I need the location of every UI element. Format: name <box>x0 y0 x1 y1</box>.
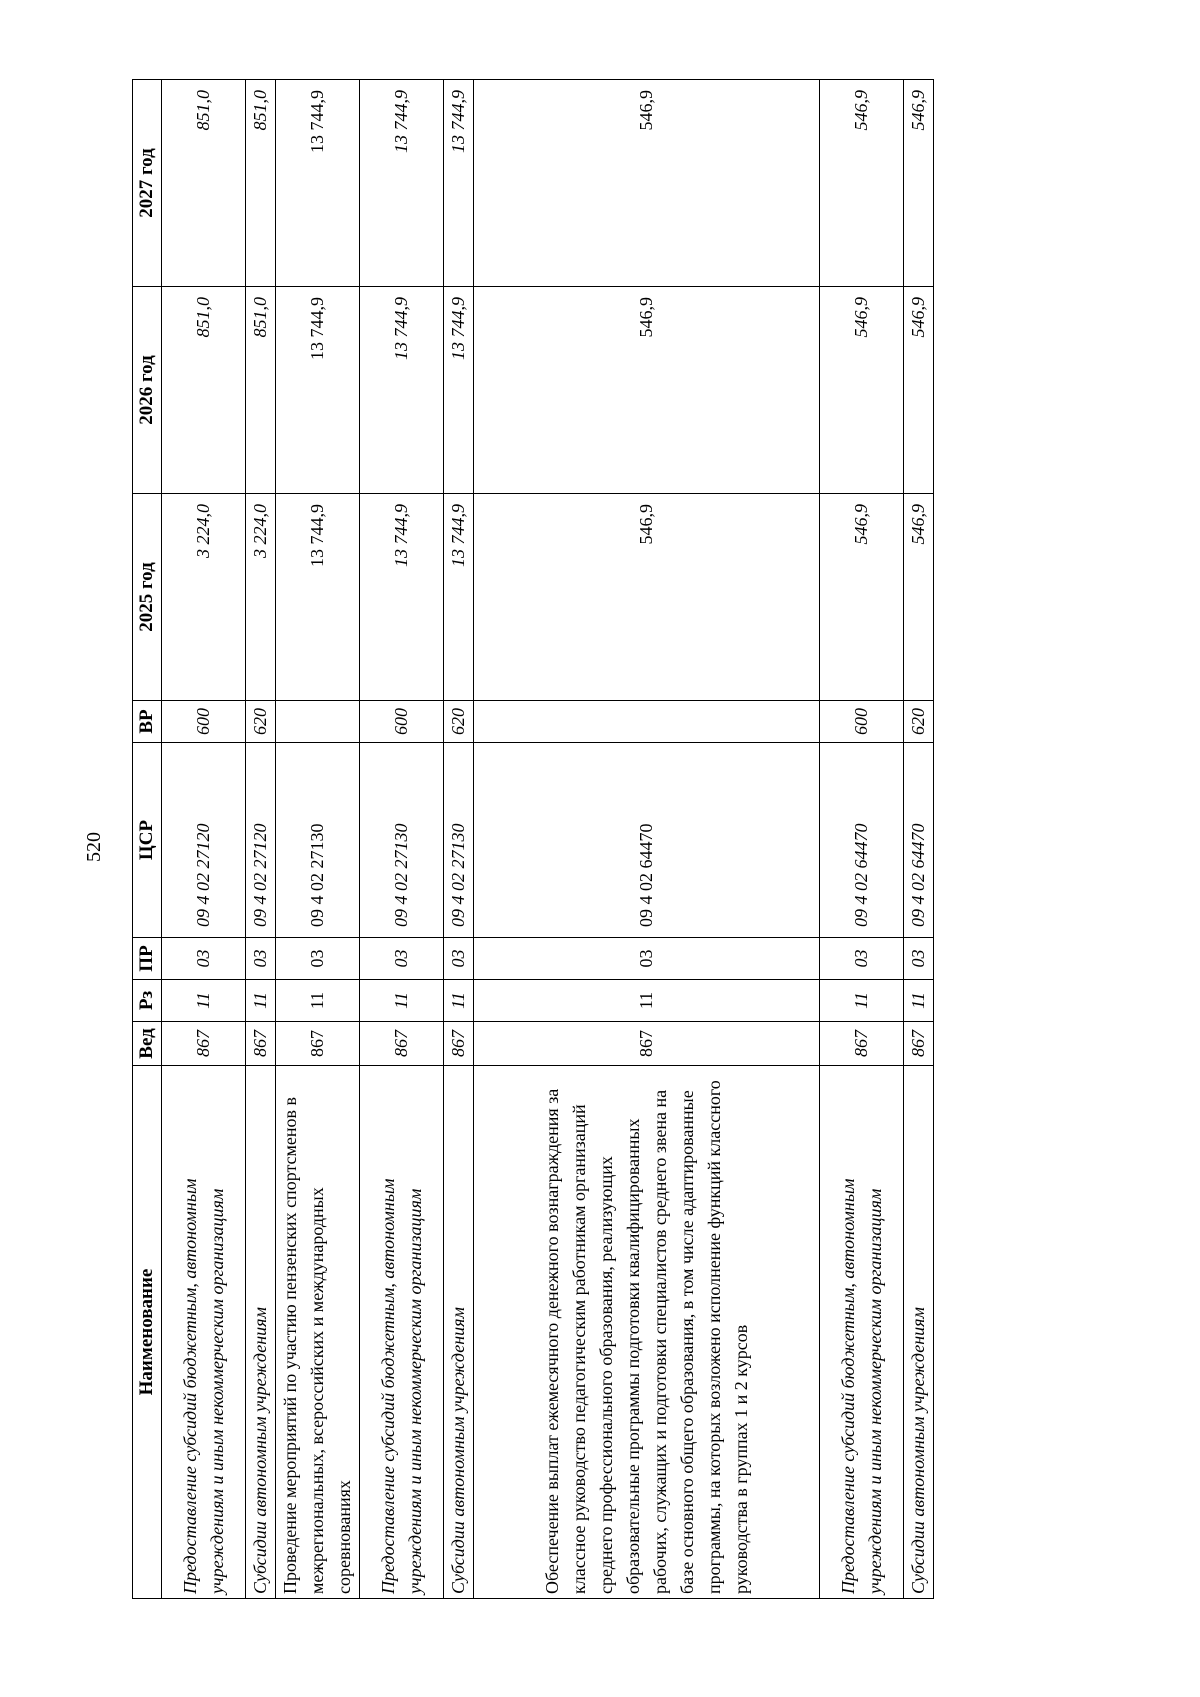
table-row <box>360 80 444 1599</box>
cell-name: Субсидии автономным учреждениям <box>246 1066 276 1599</box>
cell-pr: 03 <box>474 938 820 980</box>
cell-rz: 11 <box>820 980 904 1022</box>
cell-ved: 867 <box>162 1022 246 1066</box>
cell-vr: 600 <box>820 701 904 743</box>
cell-rz: 11 <box>276 980 360 1022</box>
cell-csr: 09 4 02 27120 <box>246 743 276 938</box>
cell-rz: 11 <box>246 980 276 1022</box>
table-row <box>246 80 276 1599</box>
cell-ved: 867 <box>444 1022 474 1066</box>
cell-csr: 09 4 02 27130 <box>276 743 360 938</box>
cell-rz: 11 <box>904 980 934 1022</box>
cell-pr: 03 <box>162 938 246 980</box>
cell-rz: 11 <box>162 980 246 1022</box>
cell-pr: 03 <box>904 938 934 980</box>
cell-2026: 546,9 <box>904 287 934 494</box>
cell-csr: 09 4 02 27130 <box>444 743 474 938</box>
table-row <box>904 80 934 1599</box>
table-row <box>820 80 904 1599</box>
cell-2027: 546,9 <box>820 80 904 287</box>
cell-ved: 867 <box>360 1022 444 1066</box>
cell-rz: 11 <box>444 980 474 1022</box>
cell-ved: 867 <box>904 1022 934 1066</box>
cell-2026: 13 744,9 <box>360 287 444 494</box>
cell-vr: 620 <box>904 701 934 743</box>
header-rz: Рз <box>133 980 162 1022</box>
cell-name: Обеспечение выплат ежемесячного денежного вознаграждения за классное руководство педагогическим работникам организаций среднего профессионального образования, реализующих образовательные программы подготовки квалифицированных рабочих, служащих и подготовки специалистов среднего звена на базе основного общего образования, в том числе адаптированные программы, на которых возложено исполнение функций классного руководства в группах 1 и 2 курсов <box>474 1066 820 1599</box>
header-name: Наименование <box>133 1066 162 1599</box>
cell-2027: 851,0 <box>246 80 276 287</box>
cell-2026: 13 744,9 <box>276 287 360 494</box>
cell-2025: 13 744,9 <box>276 494 360 701</box>
header-ved: Вед <box>133 1022 162 1066</box>
cell-vr <box>474 701 820 743</box>
cell-ved: 867 <box>246 1022 276 1066</box>
header-2027: 2027 год <box>133 80 162 287</box>
cell-vr <box>276 701 360 743</box>
cell-name: Проведение мероприятий по участию пензенских спортсменов в межрегиональных, всероссийских и международных соревнованиях <box>276 1066 360 1599</box>
header-2026: 2026 год <box>133 287 162 494</box>
cell-rz: 11 <box>474 980 820 1022</box>
cell-2026: 546,9 <box>474 287 820 494</box>
cell-2027: 546,9 <box>474 80 820 287</box>
cell-2026: 13 744,9 <box>444 287 474 494</box>
table-container <box>132 80 928 1599</box>
cell-pr: 03 <box>360 938 444 980</box>
table-body <box>162 80 934 1599</box>
header-row <box>133 80 162 1599</box>
cell-ved: 867 <box>820 1022 904 1066</box>
cell-vr: 620 <box>444 701 474 743</box>
header-pr: ПР <box>133 938 162 980</box>
cell-csr: 09 4 02 64470 <box>904 743 934 938</box>
cell-2025: 3 224,0 <box>162 494 246 701</box>
cell-2025: 13 744,9 <box>444 494 474 701</box>
cell-name: Субсидии автономным учреждениям <box>904 1066 934 1599</box>
cell-rz: 11 <box>360 980 444 1022</box>
cell-2027: 546,9 <box>904 80 934 287</box>
cell-2026: 546,9 <box>820 287 904 494</box>
cell-pr: 03 <box>246 938 276 980</box>
cell-2027: 13 744,9 <box>276 80 360 287</box>
cell-pr: 03 <box>276 938 360 980</box>
cell-csr: 09 4 02 27120 <box>162 743 246 938</box>
cell-ved: 867 <box>276 1022 360 1066</box>
cell-2025: 3 224,0 <box>246 494 276 701</box>
cell-name: Предоставление субсидий бюджетным, автономным учреждениям и иным некоммерческим организациям <box>162 1066 246 1599</box>
cell-2027: 13 744,9 <box>360 80 444 287</box>
cell-pr: 03 <box>820 938 904 980</box>
table-row <box>474 80 820 1599</box>
cell-ved: 867 <box>474 1022 820 1066</box>
budget-table <box>132 79 934 1599</box>
cell-2026: 851,0 <box>246 287 276 494</box>
cell-pr: 03 <box>444 938 474 980</box>
cell-name: Предоставление субсидий бюджетным, автономным учреждениям и иным некоммерческим организациям <box>820 1066 904 1599</box>
cell-vr: 600 <box>360 701 444 743</box>
cell-csr: 09 4 02 27130 <box>360 743 444 938</box>
cell-2025: 546,9 <box>820 494 904 701</box>
cell-2025: 546,9 <box>904 494 934 701</box>
cell-name: Предоставление субсидий бюджетным, автономным учреждениям и иным некоммерческим организациям <box>360 1066 444 1599</box>
cell-2027: 13 744,9 <box>444 80 474 287</box>
cell-2025: 13 744,9 <box>360 494 444 701</box>
header-2025: 2025 год <box>133 494 162 701</box>
header-vr: ВР <box>133 701 162 743</box>
cell-csr: 09 4 02 64470 <box>474 743 820 938</box>
cell-2026: 851,0 <box>162 287 246 494</box>
cell-2025: 546,9 <box>474 494 820 701</box>
cell-2027: 851,0 <box>162 80 246 287</box>
header-csr: ЦСР <box>133 743 162 938</box>
cell-csr: 09 4 02 64470 <box>820 743 904 938</box>
table-row <box>276 80 360 1599</box>
page-number: 520 <box>83 832 105 862</box>
table-row <box>162 80 246 1599</box>
table-row <box>444 80 474 1599</box>
cell-name: Субсидии автономным учреждениям <box>444 1066 474 1599</box>
cell-vr: 620 <box>246 701 276 743</box>
cell-vr: 600 <box>162 701 246 743</box>
